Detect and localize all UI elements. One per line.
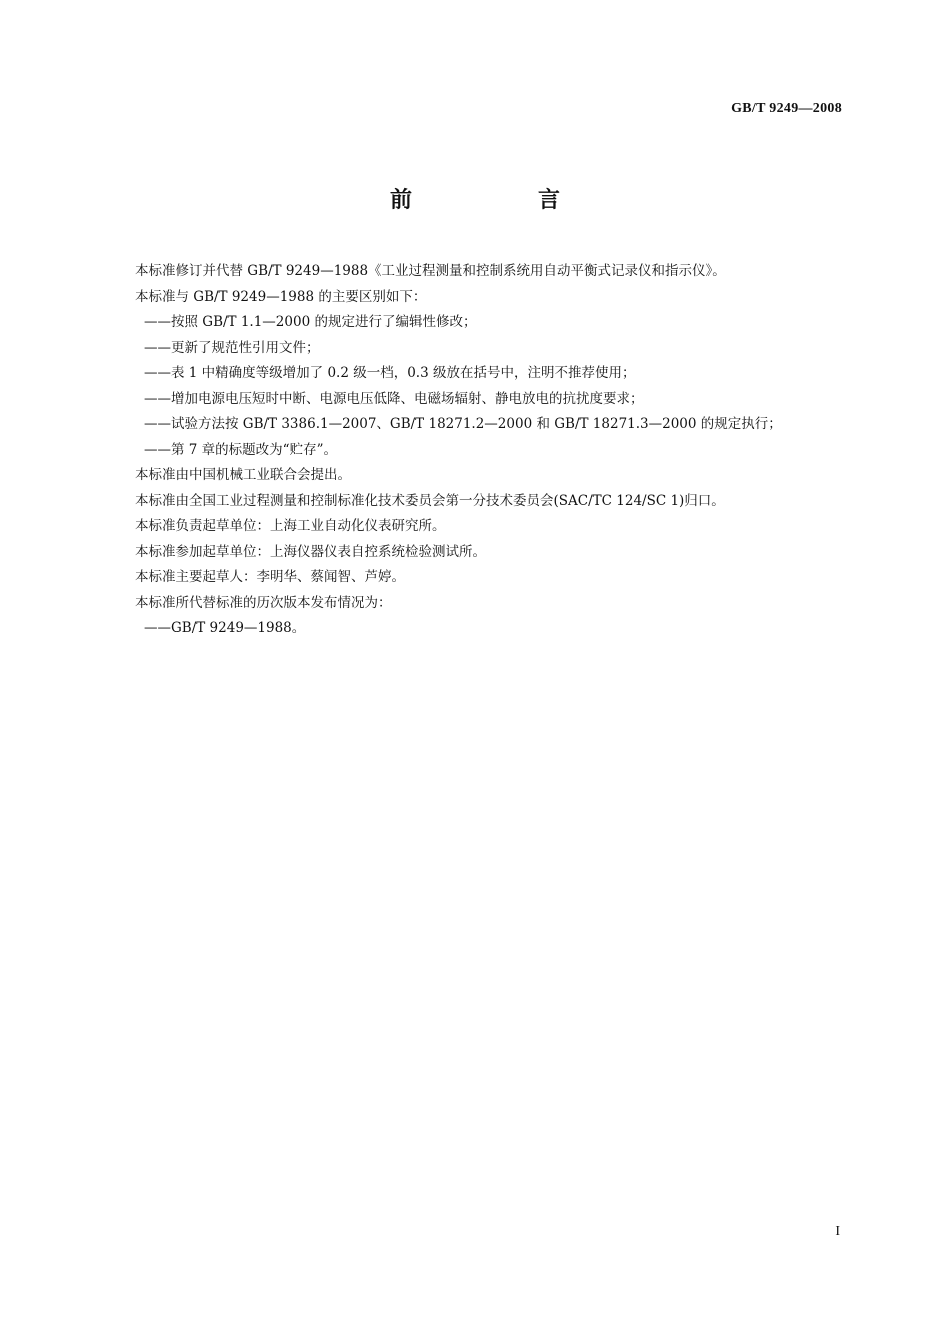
paragraph-previous-editions: 本标准所代替标准的历次版本发布情况为： xyxy=(135,594,392,611)
standard-code: GB/T 9249—2008 xyxy=(731,101,842,116)
paragraph-proposed-by: 本标准由中国机械工业联合会提出。 xyxy=(135,467,351,483)
page-number: I xyxy=(835,1224,840,1239)
list-item-editorial: ——按照 GB/T 1.1—2000 的规定进行了编辑性修改； xyxy=(144,314,477,330)
paragraph-differences-intro: 本标准与 GB/T 9249—1988 的主要区别如下： xyxy=(135,288,427,305)
list-item-immunity: ——增加电源电压短时中断、电源电压低降、电磁场辐射、静电放电的抗扰度要求； xyxy=(144,390,644,407)
list-item-previous-edition: ——GB/T 9249—1988。 xyxy=(144,620,306,636)
list-item-accuracy-class: ——表 1 中精确度等级增加了 0.2 级一档，0.3 级放在括号中，注明不推荐使用； xyxy=(144,365,636,381)
paragraph-replaces: 本标准修订并代替 GB/T 9249—1988《工业过程测量和控制系统用自动平衡式记录仪和指示仪》。 xyxy=(135,263,726,279)
list-item-test-methods: ——试验方法按 GB/T 3386.1—2007、GB/T 18271.2—2000 和 GB/T 18271.3—2000 的规定执行； xyxy=(144,416,782,432)
foreword-body xyxy=(108,259,843,642)
paragraph-drafters: 本标准主要起草人：李明华、蔡闻智、芦婷。 xyxy=(135,569,405,585)
paragraph-participating-unit: 本标准参加起草单位：上海仪器仪表自控系统检验测试所。 xyxy=(135,543,486,560)
list-item-references: ——更新了规范性引用文件； xyxy=(144,339,320,356)
paragraph-drafting-unit: 本标准负责起草单位：上海工业自动化仪表研究所。 xyxy=(135,518,446,534)
list-item-chapter-7: ——第 7 章的标题改为“贮存”。 xyxy=(144,441,337,458)
page-title: 前 言 xyxy=(389,188,612,213)
paragraph-technical-committee: 本标准由全国工业过程测量和控制标准化技术委员会第一分技术委员会(SAC/TC 124/SC 1)归口。 xyxy=(135,492,725,509)
